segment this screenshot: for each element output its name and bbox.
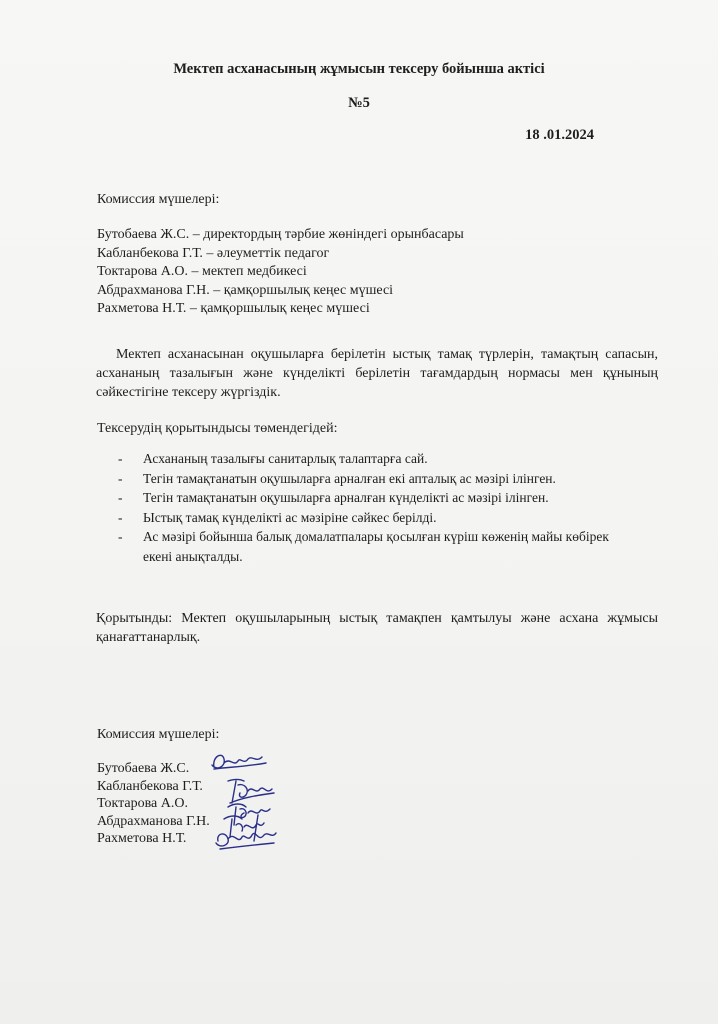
signatory-name: Рахметова Н.Т.: [97, 831, 187, 846]
finding-item: [118, 469, 638, 489]
finding-text: Ас мәзірі бойынша балық домалатпалары қосылған күріш көженің майы көбірек екені анықталды.: [143, 529, 609, 564]
finding-text: Тегін тамақтанатын оқушыларға арналған күнделікті ас мәзірі ілінген.: [143, 490, 549, 505]
bullet-dash: -: [118, 509, 123, 525]
bullet-dash: -: [118, 529, 123, 544]
finding-item: [118, 527, 613, 566]
results-heading: Тексерудің қорытындысы төмендегідей:: [97, 421, 338, 436]
findings-list: [118, 449, 638, 566]
signatory-name: Абдрахманова Г.Н.: [97, 813, 210, 829]
signature-2: [228, 780, 274, 804]
bullet-dash: -: [118, 451, 123, 466]
finding-item: [118, 449, 638, 469]
signature-heading: Комиссия мүшелері:: [97, 727, 220, 742]
member-item: Рахметова Н.Т. – қамқоршылық кеңес мүшесі: [97, 301, 370, 316]
signatory-name: Кабланбекова Г.Т.: [97, 778, 203, 794]
members-list: [97, 226, 464, 319]
handwritten-signatures: [200, 745, 280, 860]
member-item: Бутобаева Ж.С. – директордың тәрбие жөніндегі орынбасары: [97, 227, 464, 242]
member-item: Абдрахманова Г.Н. – қамқоршылық кеңес мүшесі: [97, 282, 394, 298]
finding-text: Асхананың тазалығы санитарлық талаптарға сай.: [143, 451, 428, 466]
finding-text: Ыстық тамақ күнделікті ас мәзіріне сәйкес берілді.: [143, 509, 437, 525]
signatory-name: Токтарова А.О.: [97, 796, 188, 811]
bullet-dash: -: [118, 490, 123, 505]
conclusion-paragraph: Қорытынды: Мектеп оқушыларының ыстық тамақпен қамтылуы және асхана жұмысы қанағаттанарлық.: [96, 611, 658, 645]
document-title: Мектеп асханасының жұмысын тексеру бойынша актісі: [173, 61, 545, 77]
commission-heading: Комиссия мүшелері:: [97, 192, 220, 207]
signature-3: [228, 804, 270, 825]
finding-item: [118, 488, 638, 508]
member-item: Кабланбекова Г.Т. – әлеуметтік педагог: [97, 245, 330, 261]
signatory-name: Бутобаева Ж.С.: [97, 761, 190, 776]
member-item: Токтарова А.О. – мектеп медбикесі: [97, 264, 307, 279]
signature-1: [212, 755, 266, 769]
signature-5: [216, 833, 276, 849]
document-date: 18 .01.2024: [525, 127, 594, 143]
intro-paragraph: Мектеп асханасынан оқушыларға берілетін ыстық тамақ түрлерін, тамақтың сапасын, асхананың тазалығын және күнделікті берілетін тағамдардың нормасы мен құнының сәйкестігіне тексеру жүргіздік.: [96, 347, 658, 400]
finding-item: [118, 508, 638, 528]
document-number: №5: [348, 95, 370, 111]
signatories-list: [97, 760, 210, 848]
finding-text: Тегін тамақтанатын оқушыларға арналған екі апталық ас мәзірі ілінген.: [143, 470, 556, 486]
bullet-dash: -: [118, 470, 123, 486]
